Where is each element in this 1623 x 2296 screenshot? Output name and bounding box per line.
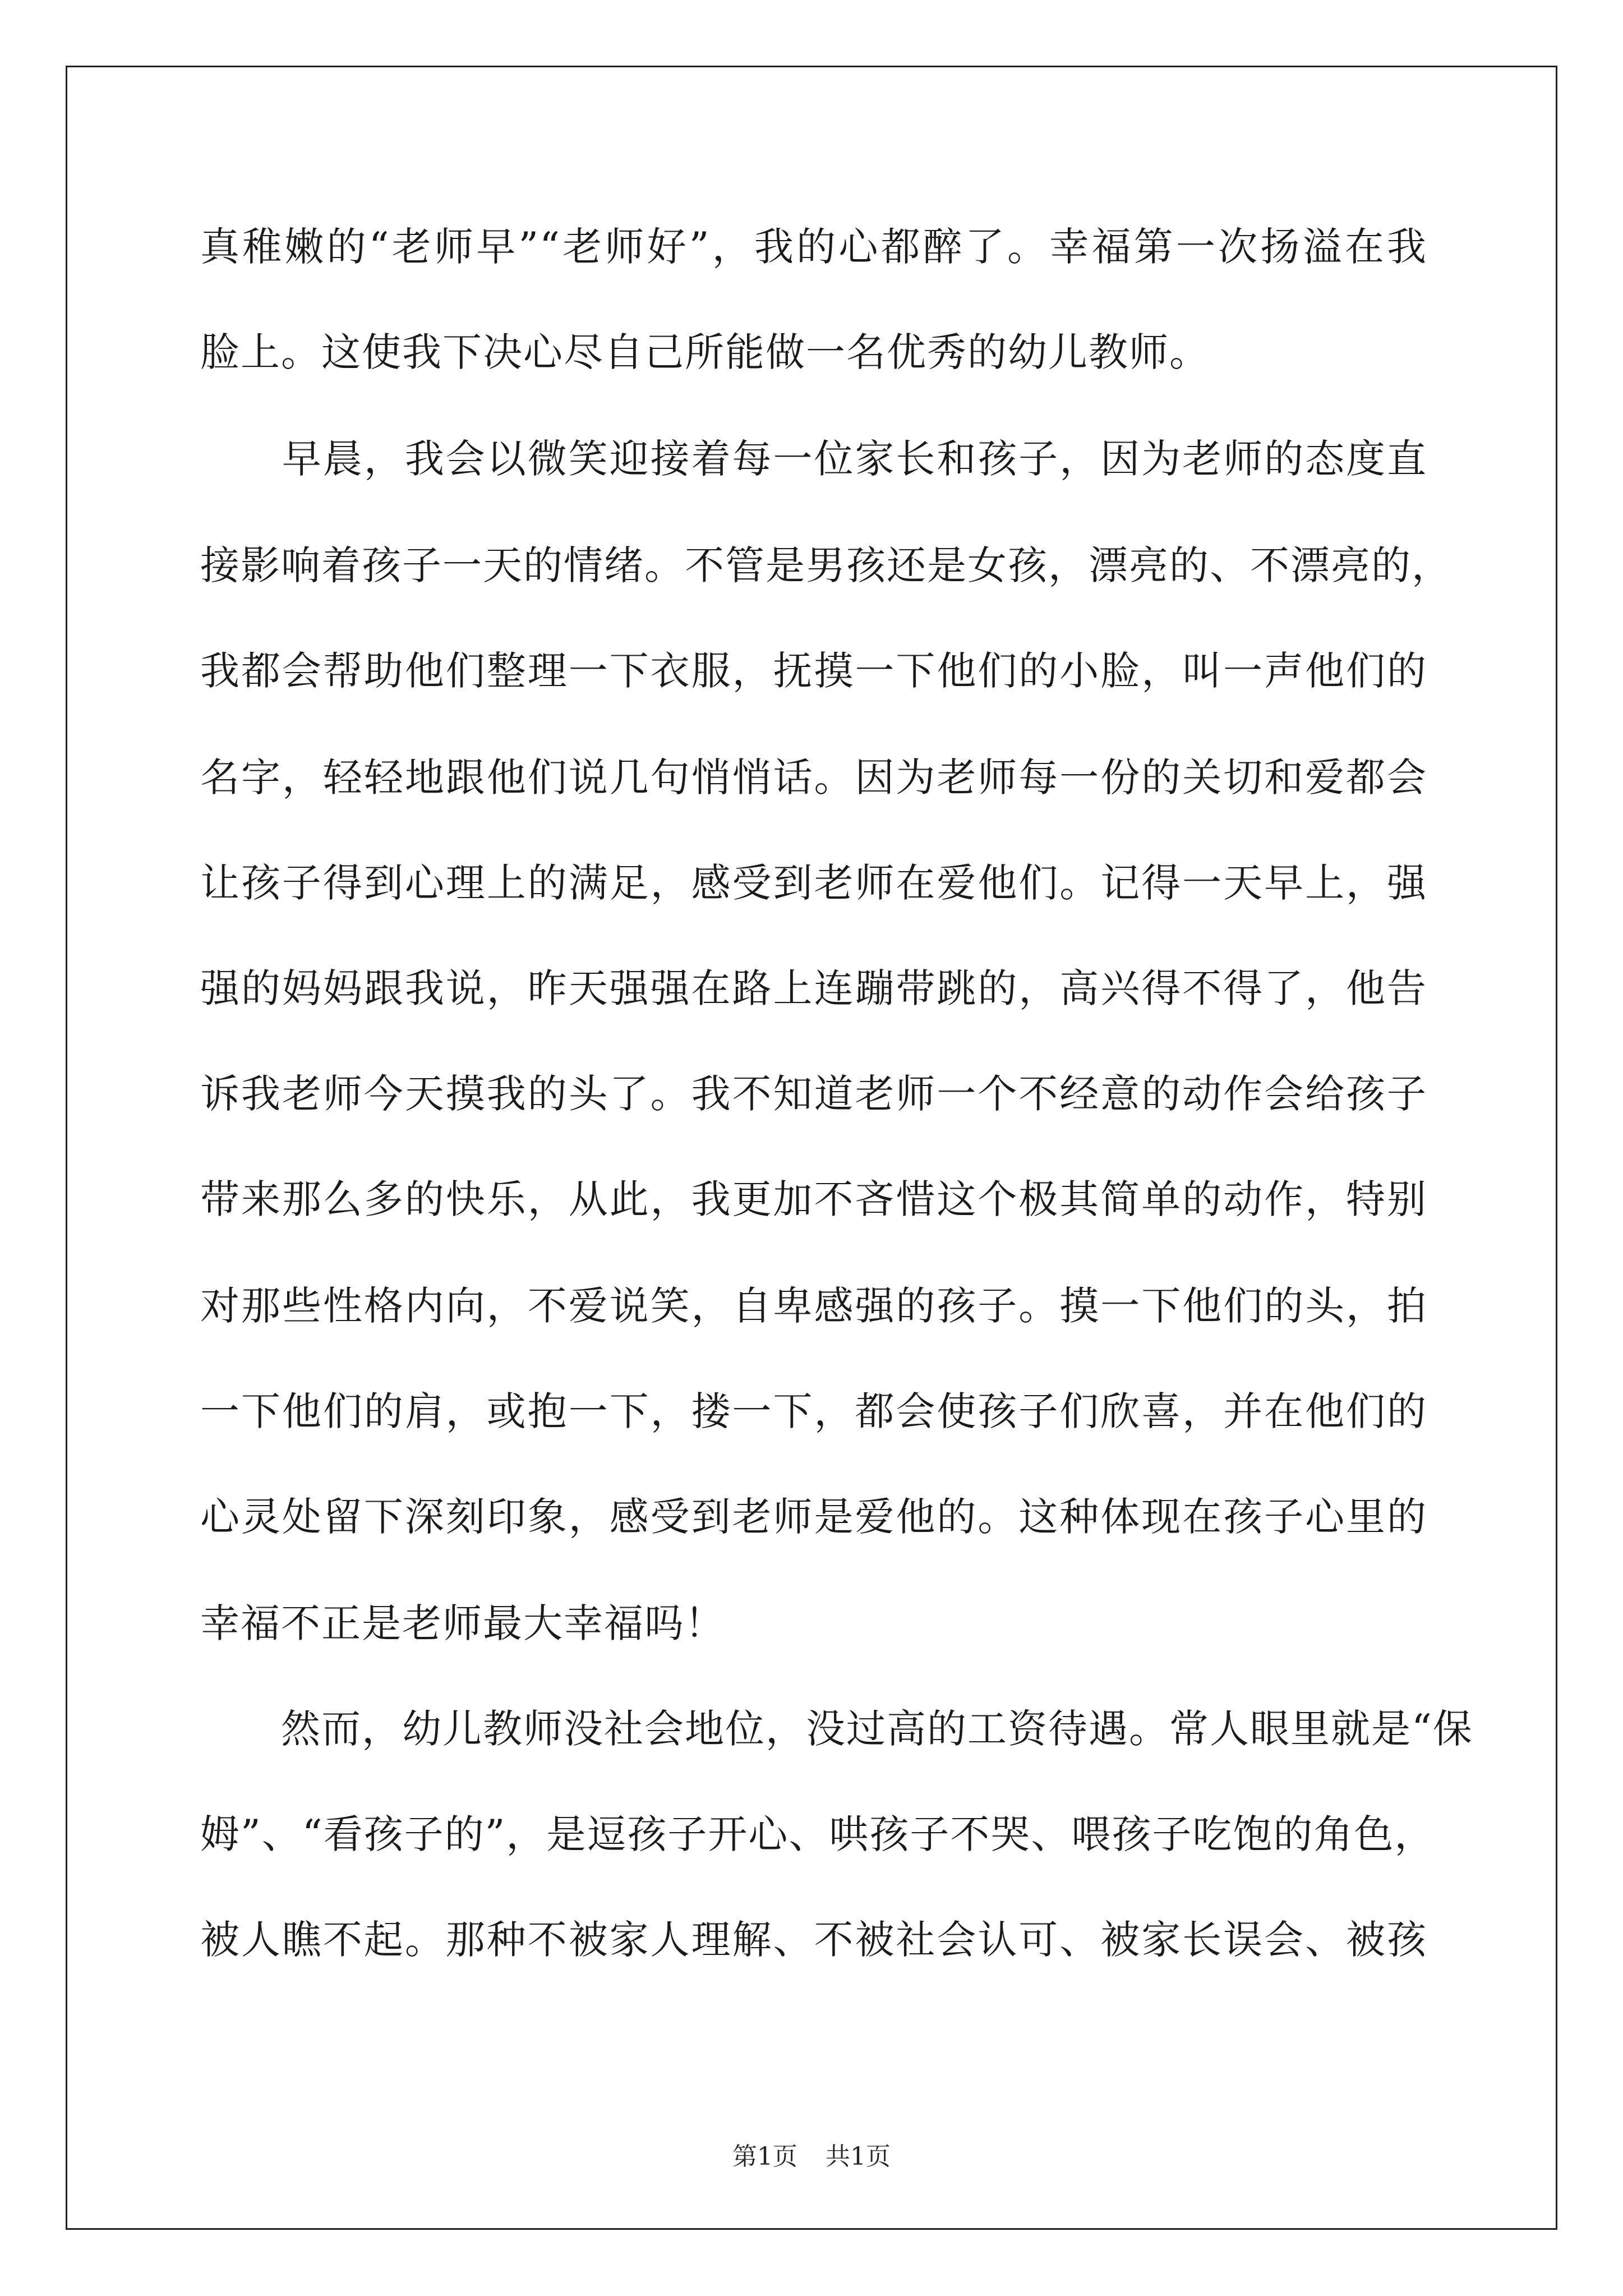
page-border: [66, 66, 1557, 2230]
text-line: 名字，轻轻地跟他们说几句悄悄话。因为老师每一份的关切和爱都会: [200, 754, 1427, 800]
text-line: 诉我老师今天摸我的头了。我不知道老师一个不经意的动作会给孩子: [200, 1071, 1427, 1117]
text-line: 带来那么多的快乐，从此，我更加不吝惜这个极其简单的动作，特别: [200, 1176, 1427, 1222]
text-line: 然而，幼儿教师没社会地位，没过高的工资待遇。常人眼里就是“保: [200, 1706, 1473, 1752]
text-line: 被人瞧不起。那种不被家人理解、不被社会认可、被家长误会、被孩: [200, 1917, 1427, 1963]
page-number: 第1页: [732, 2142, 797, 2171]
text-line: 一下他们的肩，或抱一下，搂一下，都会使孩子们欣喜，并在他们的: [200, 1388, 1427, 1434]
text-line: 脸上。这使我下决心尽自己所能做一名优秀的幼儿教师。: [200, 329, 1210, 375]
text-line: 强的妈妈跟我说，昨天强强在路上连蹦带跳的，高兴得不得了，他告: [200, 965, 1427, 1011]
text-line: 我都会帮助他们整理一下衣服，抚摸一下他们的小脸，叫一声他们的: [200, 648, 1427, 694]
page-footer: [0, 2136, 1623, 2172]
text-line: 早晨，我会以微笑迎接着每一位家长和孩子，因为老师的态度直: [200, 436, 1427, 482]
text-line: 姆”、“看孩子的”，是逗孩子开心、哄孩子不哭、喂孩子吃饱的角色，: [200, 1811, 1435, 1857]
text-line: 心灵处留下深刻印象，感受到老师是爱他的。这种体现在孩子心里的: [200, 1494, 1427, 1540]
text-line: 幸福不正是老师最大幸福吗！: [200, 1600, 725, 1646]
text-line: 让孩子得到心理上的满足，感受到老师在爱他们。记得一天早上，强: [200, 860, 1427, 906]
page-total: 共1页: [826, 2142, 891, 2171]
text-line: 接影响着孩子一天的情绪。不管是男孩还是女孩，漂亮的、不漂亮的，: [200, 542, 1452, 588]
text-line: 真稚嫩的“老师早”“老师好”，我的心都醉了。幸福第一次扬溢在我: [200, 224, 1427, 270]
text-line: 对那些性格内向，不爱说笑，自卑感强的孩子。摸一下他们的头，拍: [200, 1283, 1427, 1329]
